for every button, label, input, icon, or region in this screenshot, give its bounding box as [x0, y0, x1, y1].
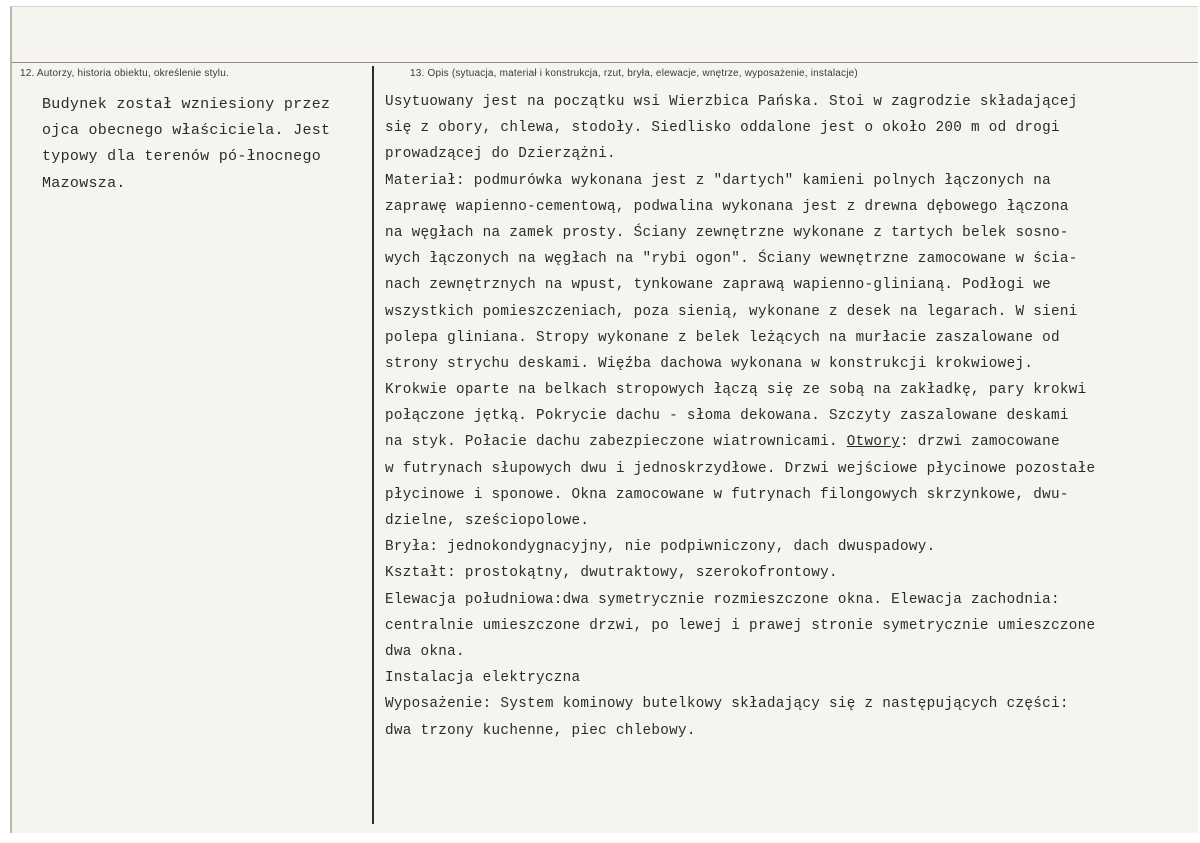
text-line: się z obory, chlewa, stodoły. Siedlisko oddalone jest o około 200 m od drogi	[385, 120, 1060, 137]
text-line: Krokwie oparte na belkach stropowych łączą się ze sobą na zakładkę, pary krokwi	[385, 382, 1087, 399]
left-column-text	[42, 92, 330, 197]
text-line: Usytuowany jest na początku wsi Wierzbica Pańska. Stoi w zagrodzie składającej	[385, 94, 1078, 110]
text-line: Elewacja południowa:dwa symetrycznie rozmieszczone okna. Elewacja zachodnia:	[385, 591, 1060, 608]
text-line: dzielne, sześciopolowe.	[385, 513, 590, 529]
right-column-text	[385, 89, 1095, 744]
text-line	[385, 429, 1095, 455]
left-column-header: 12. Autorzy, historia obiektu, określenie stylu.	[20, 68, 229, 79]
text-line: nach zewnętrznych na wpust, tynkowane zaprawą wapienno-glinianą. Podłogi we	[385, 277, 1051, 294]
text-line: polepa gliniana. Stropy wykonane z belek leżących na murłacie zaszalowane od	[385, 329, 1060, 346]
text-line: na węgłach na zamek prosty. Ściany zewnętrzne wykonane z tartych belek sosno-	[385, 224, 1069, 241]
text-line: dwa okna.	[385, 643, 465, 660]
text-line: płycinowe i sponowe. Okna zamocowane w futrynach filongowych skrzynkowe, dwu-	[385, 486, 1069, 503]
text-line: zaprawę wapienno-cementową, podwalina wykonana jest z drewna dębowego łączona	[385, 198, 1069, 215]
text-line: Wyposażenie: System kominowy butelkowy składający się z następujących części:	[385, 696, 1069, 713]
text-line: dwa trzony kuchenne, piec chlebowy.	[385, 722, 696, 739]
text-line: strony strychu deskami. Więźba dachowa wykonana w konstrukcji krokwiowej.	[385, 355, 1034, 372]
text-line: ojca obecnego właściciela. Jest	[42, 122, 331, 140]
text-line: połączone jętką. Pokrycie dachu - słoma dekowana. Szczyty zaszalowane deskami	[385, 408, 1069, 425]
text-line: Instalacja elektryczna	[385, 670, 581, 687]
text-line: Bryła: jednokondygnacyjny, nie podpiwniczony, dach dwuspadowy.	[385, 539, 936, 556]
text-line: w futrynach słupowych dwu i jednoskrzydłowe. Drzwi wejściowe płycinowe pozostałe	[385, 460, 1096, 477]
text-line: Kształt: prostokątny, dwutraktowy, szerokofrontowy.	[385, 565, 838, 582]
header-rule	[12, 62, 1198, 63]
text-fragment: : drzwi zamocowane	[900, 434, 1060, 451]
text-line: centralnie umieszczone drzwi, po lewej i prawej stronie symetrycznie umieszczone	[385, 617, 1096, 634]
text-fragment: na styk. Połacie dachu zabezpieczone wiatrownicami.	[385, 434, 838, 451]
column-divider	[372, 66, 374, 824]
text-line: prowadzącej do Dzierzążni.	[385, 146, 616, 163]
right-column-header: 13. Opis (sytuacja, materiał i konstrukcja, rzut, bryła, elewacje, wnętrze, wyposażenie, instalacje)	[410, 68, 858, 79]
text-line: Budynek został wzniesiony przez	[42, 96, 331, 113]
text-line: wszystkich pomieszczeniach, poza sienią, wykonane z desek na legarach. W sieni	[385, 303, 1078, 320]
underlined-word: Otwory	[846, 434, 901, 451]
text-line: wych łączonych na węgłach na "rybi ogon". Ściany wewnętrzne zamocowane w ścia-	[385, 251, 1078, 268]
text-line: Materiał: podmurówka wykonana jest z "dartych" kamieni polnych łączonych na	[385, 172, 1051, 189]
text-line: Mazowsza.	[42, 174, 126, 192]
text-line: typowy dla terenów pó-łnocnego	[42, 148, 322, 166]
